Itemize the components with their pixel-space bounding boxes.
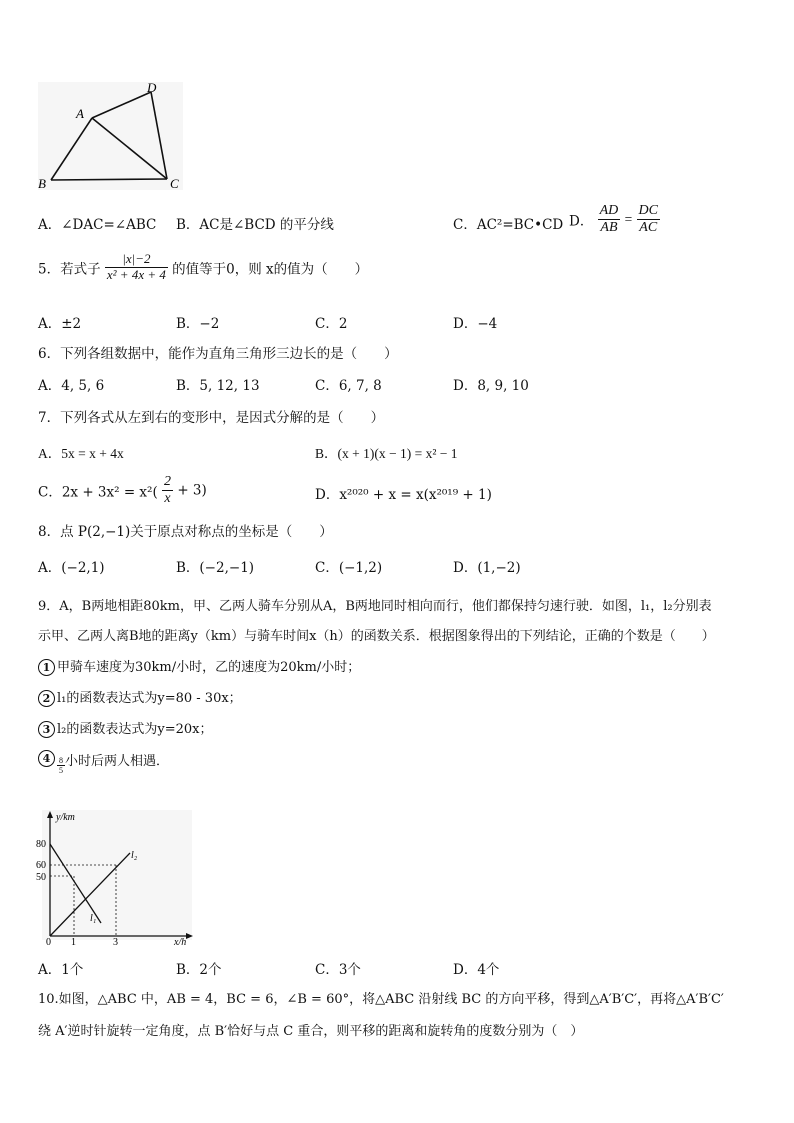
q4-option-d-fraction-2: [637, 203, 660, 236]
q9-statement-3: [38, 718, 212, 738]
q6-stem: 6．下列各组数据中，能作为直角三角形三边长的是（ ）: [38, 346, 398, 362]
q9-statement-4-text: 小时后两人相遇．: [65, 754, 170, 769]
line-l1-label: l₁: [90, 913, 97, 924]
q9-statement-4-fraction: [57, 756, 65, 775]
q9-statement-3-text: l₂的函数表达式为y=20x；: [57, 722, 213, 737]
q9-statement-1: [38, 656, 360, 676]
q10-stem-line-2: 绕 A′逆时针旋转一定角度，点 B′恰好与点 C 重合，则平移的距离和旋转角的度数分别为（ ）: [38, 1024, 584, 1039]
q9-option-b: B．2个: [176, 962, 222, 978]
q9-statement-4: [38, 750, 169, 775]
circled-number-icon: 3: [38, 721, 55, 738]
fraction-denominator: AB: [600, 220, 618, 236]
q8-stem: 8．点 P(2,−1)关于原点对称点的坐标是（ ）: [38, 524, 333, 540]
q9-distance-time-graph: [34, 808, 194, 946]
fraction-numerator: AD: [598, 203, 621, 220]
x-axis-label: x/h: [174, 937, 187, 946]
vertex-label-a: A: [76, 106, 84, 121]
fraction-denominator: AC: [639, 220, 658, 236]
fraction-numerator: 2: [162, 474, 173, 491]
circled-number-icon: 4: [38, 750, 55, 767]
fraction-numerator: DC: [637, 203, 660, 220]
vertex-label-b: B: [38, 176, 46, 191]
q7-stem: 7．下列各式从左到右的变形中，是因式分解的是（ ）: [38, 410, 385, 426]
q5-option-c: C．2: [315, 316, 348, 332]
q5-stem: [38, 252, 368, 283]
q9-stem-line-1: 9．A，B两地相距80km，甲、乙两人骑车分别从A，B两地同时相向而行，他们都保持匀速行驶．如图，l₁，l₂分别表: [38, 599, 712, 614]
q8-option-d: D．(1,−2): [453, 560, 521, 576]
q5-stem-suffix: 的值等于0，则 x的值为（ ）: [172, 261, 369, 278]
q5-fraction: [105, 252, 168, 283]
q5-option-a: A．±2: [38, 316, 82, 332]
q9-option-d: D．4个: [453, 962, 500, 978]
q5-option-b: B．−2: [176, 316, 220, 332]
q4-option-d-fraction-1: [598, 203, 621, 236]
circled-number-icon: 1: [38, 659, 55, 676]
q9-statement-2-text: l₁的函数表达式为y=80 - 30x；: [57, 691, 242, 706]
vertex-label-d: D: [147, 80, 157, 95]
q4-option-d: [569, 203, 660, 236]
y-tick-80: 80: [36, 839, 46, 850]
q4-option-b: B．AC是∠BCD 的平分线: [176, 217, 334, 233]
q6-option-d: D．8, 9, 10: [453, 378, 529, 394]
q9-statement-2: [38, 687, 242, 707]
y-axis-label: y/km: [56, 812, 75, 823]
x-tick-0: 0: [46, 937, 51, 946]
q8-option-c: C．(−1,2): [315, 560, 383, 576]
q4-option-c: C．AC²=BC•CD: [453, 217, 564, 233]
q7-option-c-suffix: + 3): [177, 482, 207, 499]
x-tick-1: 1: [71, 937, 76, 946]
line-l2-label: l₂: [131, 850, 138, 861]
circled-number-icon: 2: [38, 690, 55, 707]
q5-option-d: D．−4: [453, 316, 498, 332]
q6-option-a: A．4, 5, 6: [38, 378, 105, 394]
q6-option-b: B．5, 12, 13: [176, 378, 260, 394]
q4-option-d-label: D．: [569, 213, 594, 230]
vertex-label-c: C: [170, 176, 179, 191]
q9-statement-1-text: 甲骑车速度为30km/小时，乙的速度为20km/小时；: [57, 660, 361, 675]
q4-option-a: A．∠DAC=∠ABC: [38, 217, 157, 233]
q5-stem-prefix: 5．若式子: [38, 261, 101, 278]
q7-option-c-fraction: [162, 474, 173, 507]
q7-option-b: B．(x + 1)(x − 1) = x² − 1: [315, 446, 458, 461]
x-tick-3: 3: [113, 937, 118, 946]
fraction-numerator: 8: [59, 756, 63, 765]
q7-option-c: [38, 474, 207, 507]
equals-sign: =: [624, 211, 633, 227]
q9-option-a: A．1个: [38, 962, 84, 978]
q10-stem-line-1: 10.如图，△ABC 中，AB = 4，BC = 6，∠B = 60°，将△ABC 沿射线 BC 的方向平移，得到△A′B′C′，再将△A′B′C′: [38, 992, 724, 1007]
quadrilateral-figure: [36, 80, 186, 192]
q9-option-c: C．3个: [315, 962, 361, 978]
q9-stem-line-2: 示甲、乙两人离B地的距离y（km）与骑车时间x（h）的函数关系．根据图象得出的下列结论，正确的个数是（ ）: [38, 629, 715, 644]
fraction-numerator: |x|−2: [105, 252, 168, 268]
q8-option-b: B．(−2,−1): [176, 560, 255, 576]
fraction-denominator: x: [164, 491, 171, 507]
q7-option-d: D．x²⁰²⁰ + x = x(x²⁰¹⁹ + 1): [315, 487, 492, 503]
q8-option-a: A．(−2,1): [38, 560, 105, 576]
y-tick-60: 60: [36, 860, 46, 871]
fraction-denominator: x² + 4x + 4: [106, 266, 166, 282]
fraction-denominator: 5: [59, 766, 63, 776]
q7-option-c-prefix: C．2x + 3x² = x²(: [38, 484, 158, 501]
y-tick-50: 50: [36, 872, 46, 883]
q6-option-c: C．6, 7, 8: [315, 378, 382, 394]
q7-option-a: A．5x = x + 4x: [38, 446, 124, 461]
